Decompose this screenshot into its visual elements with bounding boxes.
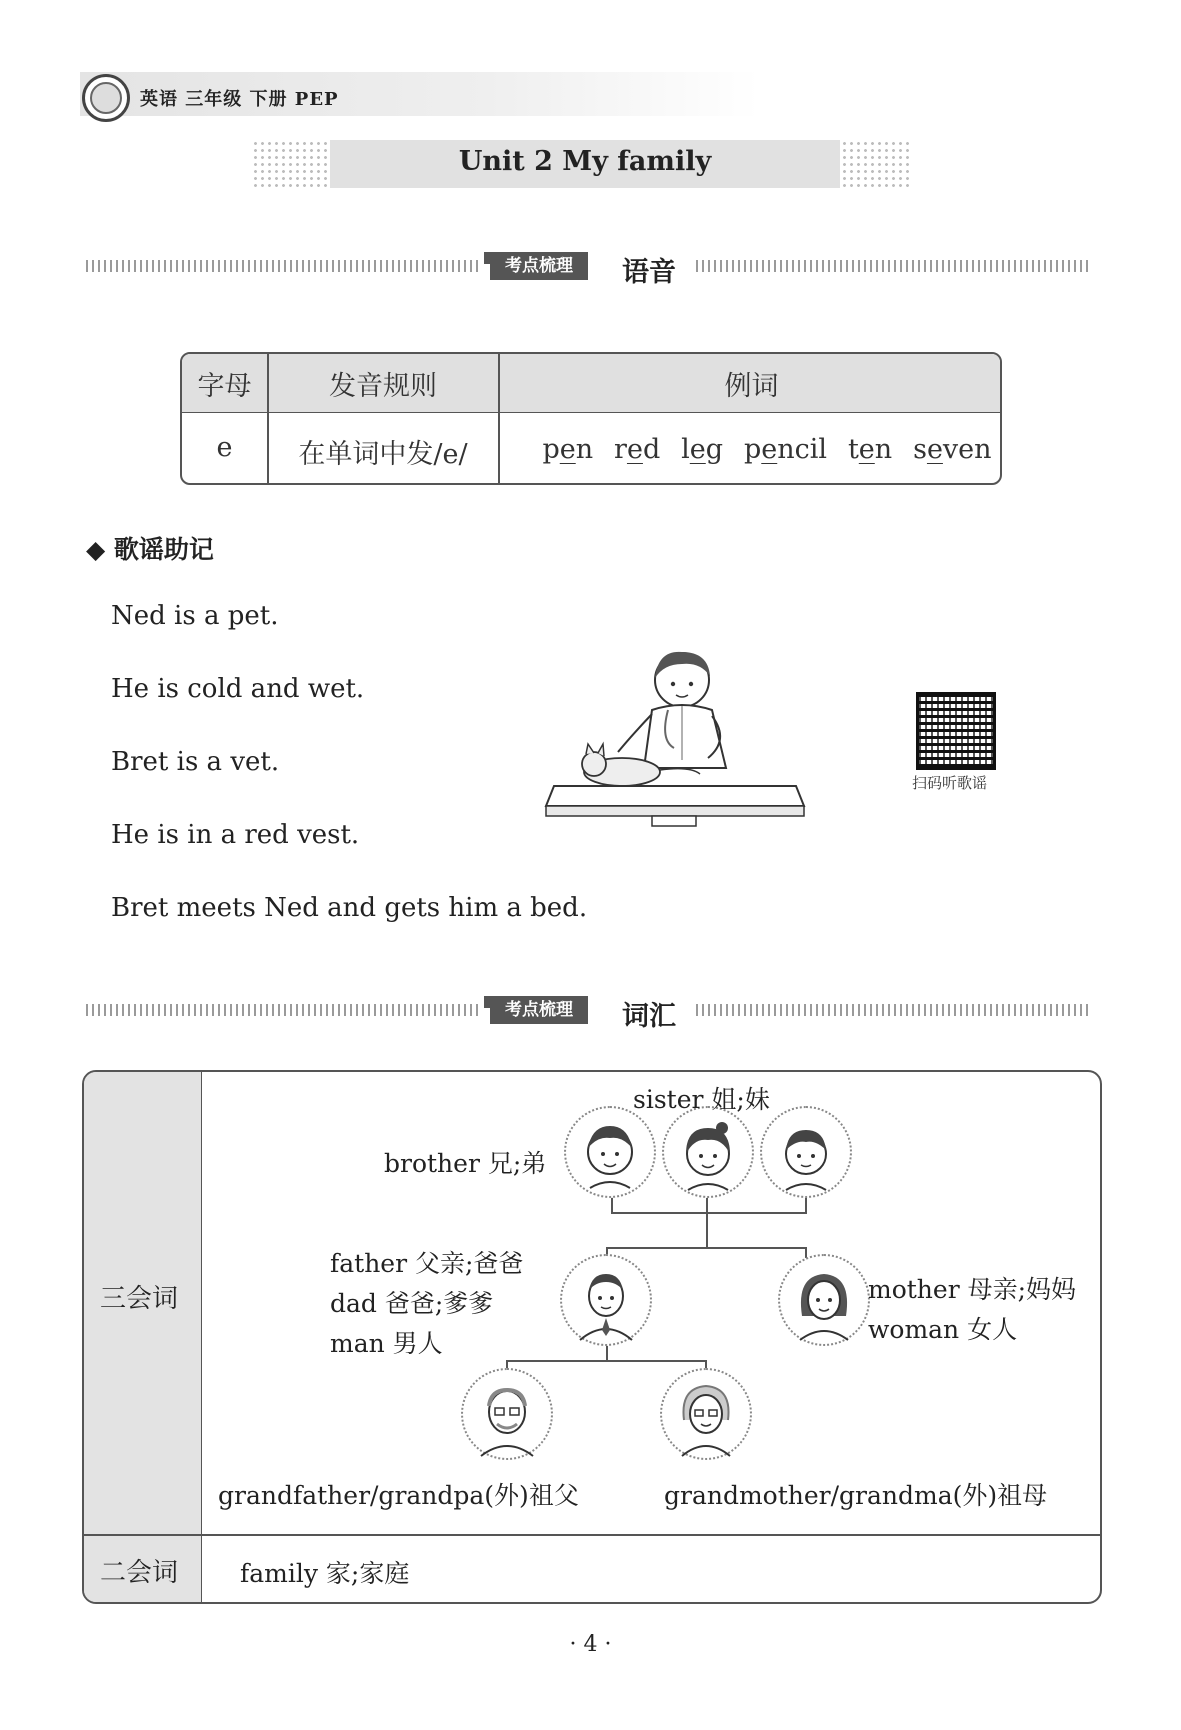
word-grandmother: grandmother/grandma(外)祖母 xyxy=(664,1481,1048,1510)
page-number: · 4 · xyxy=(569,1632,612,1657)
section-divider xyxy=(696,260,1088,272)
word-mother: mother 母亲;妈妈 xyxy=(868,1275,1077,1304)
chant-line: He is cold and wet. xyxy=(111,674,365,704)
boy-avatar xyxy=(760,1106,852,1198)
vet-illustration xyxy=(540,640,810,830)
sister-avatar xyxy=(662,1106,754,1198)
chant-line: Bret meets Ned and gets him a bed. xyxy=(111,893,588,923)
section-title-phonics: 语音 xyxy=(622,257,676,288)
grandmother-avatar xyxy=(660,1368,752,1460)
example-words xyxy=(532,434,1002,465)
word-man: man 男人 xyxy=(330,1329,443,1358)
chant-line: Ned is a pet. xyxy=(111,601,279,631)
chant-line: He is in a red vest. xyxy=(111,820,360,850)
example-word: pen xyxy=(542,434,594,465)
rule-cell: 在单词中发/e/ xyxy=(298,439,468,470)
example-word: seven xyxy=(913,434,992,465)
banner-dots-left xyxy=(252,140,342,188)
example-word: ten xyxy=(847,434,893,465)
example-word: red xyxy=(614,434,661,465)
word-father: father 父亲;爸爸 xyxy=(330,1249,524,1278)
vocab-table xyxy=(82,1070,1102,1604)
grandfather-avatar xyxy=(461,1368,553,1460)
unit-title: Unit 2 My family xyxy=(458,146,712,177)
publisher-logo xyxy=(82,74,130,122)
example-word: leg xyxy=(681,434,724,465)
example-word: pencil xyxy=(743,434,828,465)
word-dad: dad 爸爸;爹爹 xyxy=(330,1289,494,1318)
book-info: 英语 三年级 下册 PEP xyxy=(140,89,339,110)
phonics-table xyxy=(180,352,1002,485)
brother-avatar xyxy=(564,1106,656,1198)
col-header: 字母 xyxy=(197,371,252,402)
section-divider xyxy=(696,1004,1088,1016)
chant-heading: ◆ 歌谣助记 xyxy=(86,535,214,564)
word-sister: sister 姐;妹 xyxy=(633,1085,770,1114)
mother-avatar xyxy=(778,1254,870,1346)
col-header: 例词 xyxy=(724,371,779,402)
word-grandfather: grandfather/grandpa(外)祖父 xyxy=(218,1481,579,1510)
qr-caption: 扫码听歌谣 xyxy=(912,774,988,792)
father-avatar xyxy=(560,1254,652,1346)
section-tag: 考点梳理 xyxy=(490,252,588,280)
section-tag: 考点梳理 xyxy=(490,996,588,1024)
section-title-vocab: 词汇 xyxy=(622,1001,676,1032)
section-divider xyxy=(86,1004,482,1016)
letter-cell: e xyxy=(216,432,233,463)
row-label: 三会词 xyxy=(100,1284,179,1314)
col-header: 发音规则 xyxy=(329,371,437,402)
chant-line: Bret is a vet. xyxy=(111,747,280,777)
section-divider xyxy=(86,260,482,272)
word-woman: woman 女人 xyxy=(868,1315,1018,1344)
qr-code[interactable] xyxy=(916,692,996,770)
word-brother: brother 兄;弟 xyxy=(384,1149,547,1178)
row-label: 二会词 xyxy=(100,1558,179,1588)
word-family: family 家;家庭 xyxy=(240,1559,410,1588)
